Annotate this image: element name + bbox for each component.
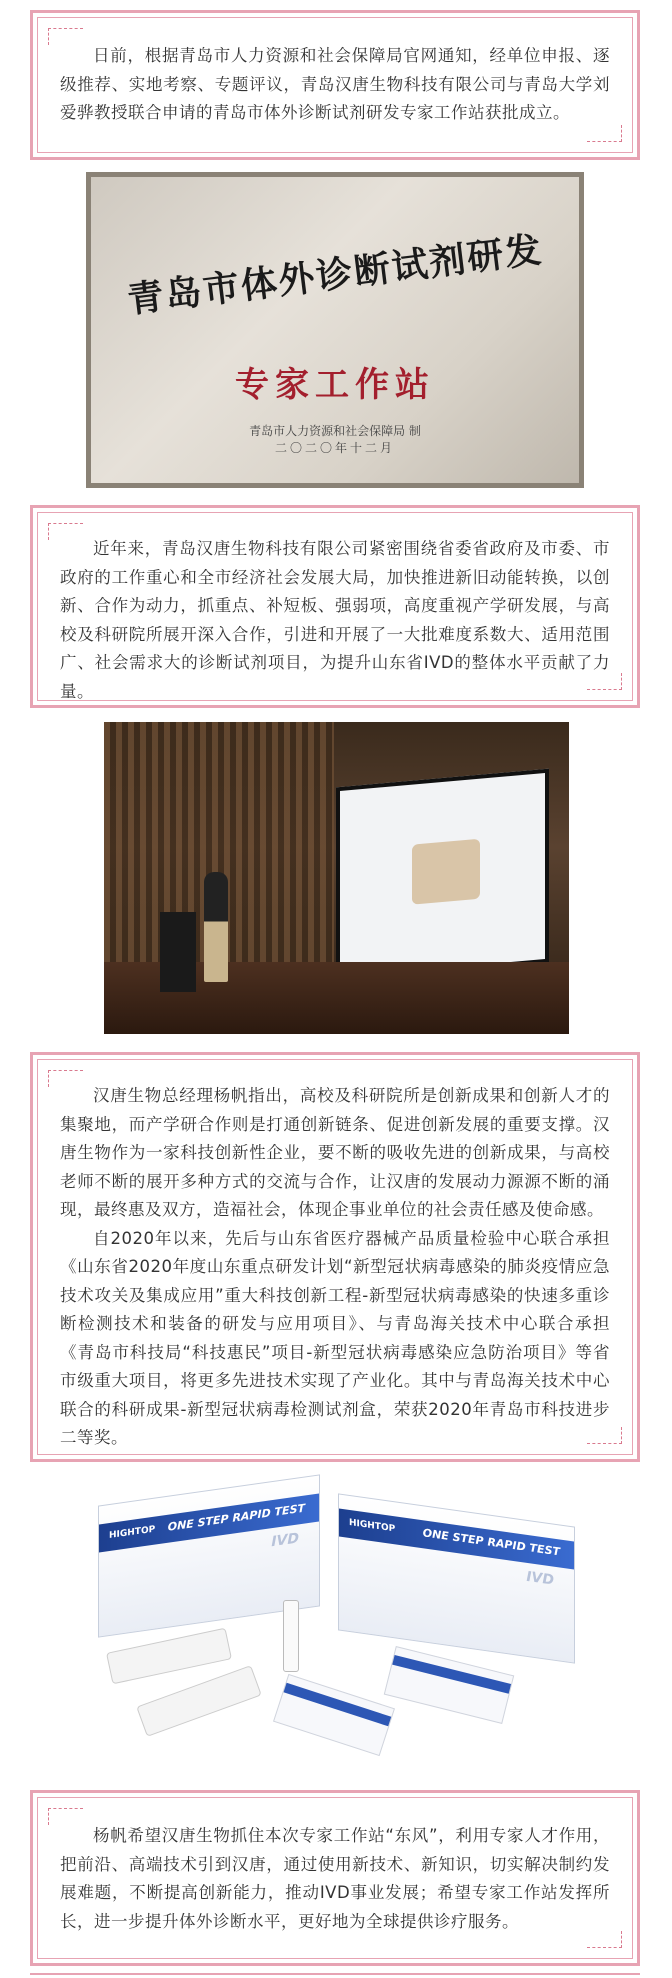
speaker bbox=[204, 872, 228, 982]
box-label: ONE STEP RAPID TEST bbox=[422, 1526, 560, 1559]
background-paragraph: 近年来，青岛汉唐生物科技有限公司紧密围绕省委省政府及市委、市政府的工作重心和全市经济社会发展大局，加快推进新旧动能转换，以创新、合作为动力，抓重点、补短板、强弱项，高度重视产学研发展，与高校及科研院所展开深入合作，引进和开展了一大批难度系数大、适用范围广、社会需求大的诊断试剂项目，为提升山东省IVD的整体水平贡献了力量。 bbox=[60, 539, 610, 701]
box-ivd: IVD bbox=[271, 1530, 299, 1551]
outlook-section bbox=[30, 1790, 640, 1966]
plaque-title: 青岛市体外诊断试剂研发 bbox=[125, 228, 546, 322]
podium bbox=[160, 912, 196, 992]
corner-decoration bbox=[587, 1427, 622, 1444]
remarks-paragraph-2: 自2020年以来，先后与山东省医疗器械产品质量检验中心联合承担《山东省2020年度山东重点研发计划“新型冠状病毒感染的肺炎疫情应急技术攻关及集成应用”重大科技创新工程-新型冠状病毒感染的快速多重诊断检测技术和装备的研发与应用项目》、与青岛海关技术中心联合承担《青岛市科技局“科技惠民”项目-新型冠状病毒感染应急防治项目》等省市级重大项目，将更多先进技术实现了产业化。其中与青岛海关技术中心联合的科研成果-新型冠状病毒检测试剂盒，荣获2020年青岛市科技进步二等奖。 bbox=[60, 1228, 610, 1447]
intro-inner bbox=[37, 17, 633, 153]
outlook-inner bbox=[37, 1797, 633, 1959]
plaque-date: 二〇二〇年十二月 bbox=[274, 441, 395, 455]
product-photo bbox=[88, 1470, 586, 1770]
test-pouch bbox=[384, 1646, 514, 1724]
box-stripe bbox=[339, 1508, 574, 1569]
background-section bbox=[30, 505, 640, 708]
box-brand: HIGHTOP bbox=[349, 1517, 396, 1535]
remarks-paragraph-1: 汉唐生物总经理杨帆指出，高校及科研院所是创新成果和创新人才的集聚地，而产学研合作则是打通创新链条、促进创新发展的重要支撑。汉唐生物作为一家科技创新性企业，要不断的吸收先进的创新成果，与高校老师不断的展开多种方式的交流与合作，让汉唐的发展动力源源不断的涌现，最终惠及双方，造福社会，体现企事业单位的社会责任感及使命感。 bbox=[60, 1086, 610, 1219]
test-pouch bbox=[273, 1674, 395, 1756]
next-section-border bbox=[30, 1973, 640, 1975]
buffer-vial bbox=[283, 1600, 299, 1672]
analyzer-image bbox=[412, 839, 480, 905]
corner-decoration bbox=[48, 1070, 83, 1087]
corner-decoration bbox=[48, 523, 83, 540]
intro-section bbox=[30, 10, 640, 160]
projection-screen bbox=[336, 769, 549, 982]
test-kit-box-right bbox=[338, 1493, 575, 1663]
box-label: ONE STEP RAPID TEST bbox=[167, 1501, 305, 1534]
manager-remarks-section bbox=[30, 1052, 640, 1462]
intro-paragraph: 日前，根据青岛市人力资源和社会保障局官网通知，经单位申报、逐级推荐、实地考察、专题评议，青岛汉唐生物科技有限公司与青岛大学刘爱骅教授联合申请的青岛市体外诊断试剂研发专家工作站获批成立。 bbox=[60, 46, 610, 122]
pouch-band bbox=[392, 1655, 511, 1694]
corner-decoration bbox=[587, 1931, 622, 1948]
test-cassette bbox=[136, 1665, 262, 1737]
plaque-org: 青岛市人力资源和社会保障局 制 bbox=[249, 424, 421, 438]
box-brand: HIGHTOP bbox=[109, 1524, 156, 1542]
background-inner bbox=[37, 512, 633, 701]
outlook-paragraph: 杨帆希望汉唐生物抓住本次专家工作站“东风”，利用专家人才作用，把前沿、高端技术引到汉唐，通过使用新技术、新知识，切实解决制约发展难题，不断提高创新能力，推动IVD事业发展；希望专家工作站发挥所长，进一步提升体外诊断水平，更好地为全球提供诊疗服务。 bbox=[60, 1826, 610, 1931]
lecture-photo bbox=[104, 722, 569, 1034]
corner-decoration bbox=[48, 28, 83, 45]
plaque-subtitle: 专家工作站 bbox=[235, 365, 435, 405]
corner-decoration bbox=[587, 125, 622, 142]
plaque-photo bbox=[86, 172, 584, 488]
box-ivd: IVD bbox=[526, 1568, 554, 1589]
corner-decoration bbox=[587, 673, 622, 690]
test-cassette bbox=[106, 1628, 232, 1685]
manager-remarks-inner bbox=[37, 1059, 633, 1455]
corner-decoration bbox=[48, 1808, 83, 1825]
pouch-band bbox=[284, 1683, 392, 1727]
